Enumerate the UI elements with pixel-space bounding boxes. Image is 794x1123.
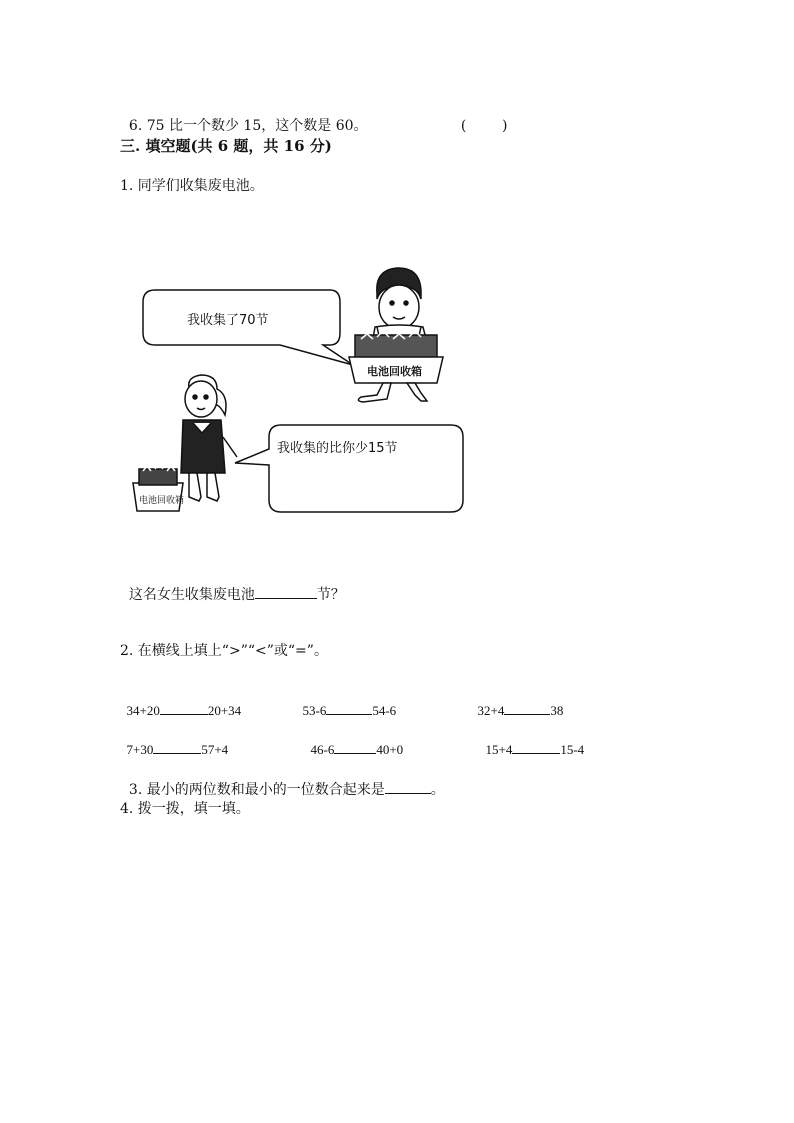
problem-1-question — [120, 564, 345, 605]
question-end: 节？ — [316, 587, 345, 603]
answer-blank[interactable] — [255, 584, 317, 599]
section-title: 三. 填空题(共 6 题，共 16 分) — [120, 137, 332, 155]
comparison-blank[interactable] — [512, 739, 560, 754]
girl-figure — [133, 375, 237, 511]
question-6 — [120, 96, 368, 136]
boy-speech-text: 我收集了70节 — [187, 313, 269, 328]
battery-illustration — [125, 265, 485, 515]
comparison-item: 34+20 20+34 — [120, 680, 241, 721]
girl-speech-text: 我收集的比你少15节 — [277, 441, 398, 456]
problem-1-prompt: 1. 同学们收集废电池。 — [120, 178, 264, 194]
comparison-blank[interactable] — [326, 700, 372, 715]
comparison-item: 7+30 57+4 — [120, 719, 228, 760]
comparison-item: 15+4 15-4 — [479, 719, 584, 760]
girl-speech-bubble — [235, 425, 463, 512]
problem-3-text: 3. 最小的两位数和最小的一位数合起来是 — [128, 782, 385, 798]
problem-2-prompt: 2. 在横线上填上“>”“<”或“=”。 — [120, 643, 328, 659]
comparison-blank[interactable] — [504, 700, 550, 715]
answer-blank[interactable] — [385, 779, 431, 794]
question-6-text: 6. 75 比一个数少 15，这个数是 60。 — [128, 118, 368, 134]
boy-speech-bubble — [143, 290, 353, 365]
comparison-blank[interactable] — [160, 700, 208, 715]
girl-box-label: 电池回收箱 — [139, 496, 185, 506]
comparison-blank[interactable] — [334, 739, 376, 754]
comparison-item: 46-6 40+0 — [304, 719, 403, 760]
boy-figure — [349, 268, 443, 402]
question-text: 这名女生收集废电池 — [128, 587, 255, 603]
comparison-blank[interactable] — [153, 739, 201, 754]
problem-4-prompt: 4. 拨一拨，填一填。 — [120, 801, 250, 817]
comparison-item: 32+4 38 — [471, 680, 563, 721]
comparison-item: 53-6 54-6 — [296, 680, 396, 721]
problem-3: 3. 最小的两位数和最小的一位数合起来是 。 — [120, 759, 445, 800]
boy-box-label: 电池回收箱 — [367, 365, 422, 378]
answer-parentheses[interactable]: ( ) — [460, 118, 508, 134]
